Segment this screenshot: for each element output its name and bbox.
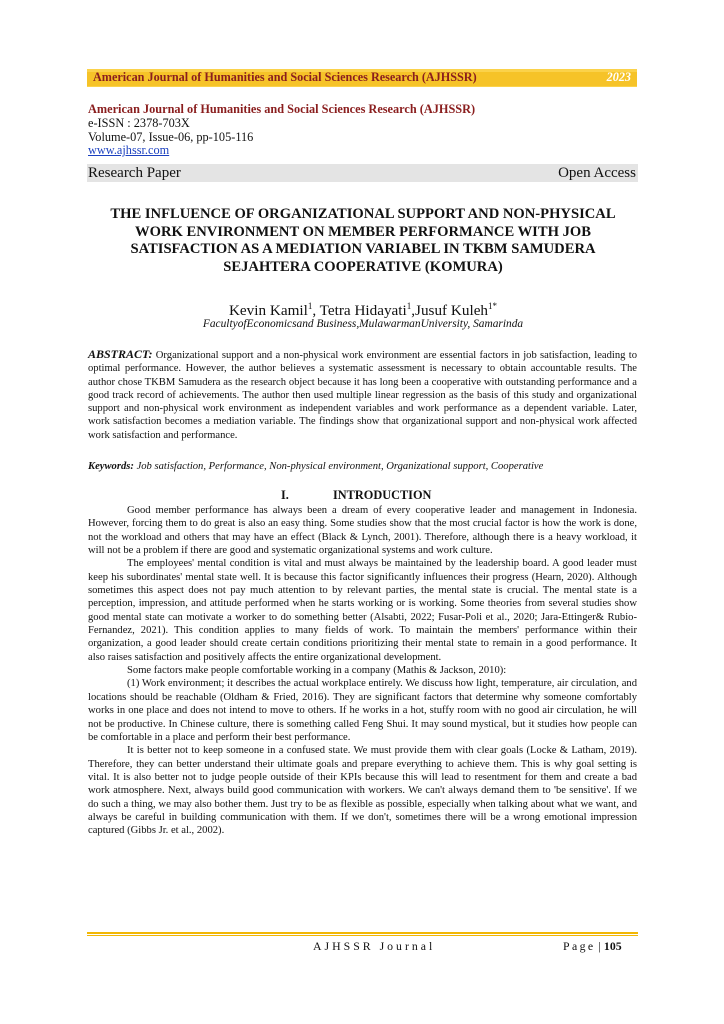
page-label: Page xyxy=(563,939,596,953)
page-separator: | xyxy=(598,939,601,953)
issn: e-ISSN : 2378-703X xyxy=(88,116,190,130)
paragraph: It is better not to keep someone in a confused state. We must provide them with clear goals (Locke & Latham, 2019). Therefore, they can better understand their ultimate goals and prepare everything to achieve them. This is why goal setting is vital. It is also better not to judge people outside of their KPIs because this will lead to resentment for them and create a bad work atmosphere. Next, always build good communication with workers. We can't always demand them to 'be sensitive'. If we do such a thing, we may also bother them. Just try to be as flexible as possible, especially when talking about what we want, and always be careful in building communication with them. If we don't, sometimes there will be a wrong emotional impression captured (Gibbs Jr. et al., 2002). xyxy=(88,745,637,837)
section-heading xyxy=(88,488,637,504)
abstract-label: ABSTRACT: xyxy=(88,347,153,361)
paragraph: (1) Work environment; it describes the actual workplace entirely. We discuss how light, temperature, air circulation, and locations should be reachable (Oldham & Fried, 2016). They are significant factors that determine why someone comfortably works in one place and does not intend to move to others. If he works in a hot, stuffy room with no good air circulation, he will not be productive. In Chinese culture, there is something called Feng Shui. It may sound mystical, but it studies how people can be comfortable in a place and perform their best performance. xyxy=(88,678,637,743)
footer-rule-thick xyxy=(87,932,638,934)
section-title: INTRODUCTION xyxy=(333,488,432,502)
body-text xyxy=(88,504,637,838)
affiliation: FacultyofEconomicsand Business,MulawarmanUniversity, Samarinda xyxy=(202,318,524,330)
running-header xyxy=(87,69,637,87)
footer-page xyxy=(563,939,622,954)
paragraph: Good member performance has always been a dream of every cooperative leader and management in Indonesia. However, forcing them to do great is also an easy thing. Some studies show that the most crucial factor is how the work is done, not the workload and others that may have an effect (Black & Lynch, 2001). Therefore, although there is a heavy workload, it will not be a problem if there are good and systematic organizational systems and work culture. xyxy=(88,505,637,557)
affiliation-marker: 1 xyxy=(406,301,412,311)
volume-issue: Volume-07, Issue-06, pp-105-116 xyxy=(88,130,254,144)
abstract xyxy=(88,348,637,442)
paper-type: Research Paper xyxy=(88,165,181,181)
paragraph: The employees' mental condition is vital and must always be maintained by the leadership board. A good leader must keep his subordinates' mental state well. It is because this factor significantly influences their progress (Hearn, 2020). Although sometimes this aspect does not pay much attention to by relevant parties, the mental state is crucial. The mental state is a perception, impression, and attitude performed when he starts working or is working. Some theories from several studies show good mental state can motivate a worker to do something better (Alsabti, 2022; Fusar-Poli et al., 2020; Jara-Ettinger& Rubio-Fernandez, 2021). This condition applies to many fields of work. To maintain the members' performance within their organization, a good leader should create certain conditions prioritizing their mental state to remain in a good performance. It also raises satisfaction and positively affects the entire organizational development. xyxy=(88,558,637,663)
journal-name: American Journal of Humanities and Social Sciences Research (AJHSSR) xyxy=(88,102,476,116)
abstract-text: Organizational support and a non-physical work environment are essential factors in job satisfaction, leading to optimal performance. However, the author believes a systematic assessment is necessary to obtain accountable results. The author chose TKBM Samudera as the research object because it has long been a cooperative with outstanding performance and a good track record of achievements. The author then used multiple linear regression as the basis of this study and organizational support and non-physical work environment as independent variables and work performance as a dependent variable. Later, work satisfaction becomes a mediation variable. The findings show that organizational support and non-physical work affected work satisfaction and performance. xyxy=(88,350,637,441)
running-header-year: 2023 xyxy=(606,70,631,84)
paragraph: Some factors make people comfortable working in a company (Mathis & Jackson, 2010): xyxy=(127,665,507,677)
page-number: 105 xyxy=(603,939,622,953)
paper-type-bar xyxy=(87,164,638,182)
author-name: Kevin Kamil xyxy=(228,302,308,320)
journal-url-link[interactable]: www.ajhssr.com xyxy=(88,143,170,157)
author-name: Tetra Hidayati xyxy=(319,302,407,320)
author-separator: , xyxy=(411,302,416,320)
author-separator: , xyxy=(312,302,320,320)
footer-journal: AJHSSR Journal xyxy=(313,939,436,953)
author-list xyxy=(87,297,639,320)
affiliation-marker: 1* xyxy=(488,301,498,311)
section-number: I. xyxy=(281,488,289,502)
affiliation-marker: 1 xyxy=(307,301,313,311)
running-header-journal: American Journal of Humanities and Social Sciences Research (AJHSSR) xyxy=(93,70,477,84)
access-type: Open Access xyxy=(558,165,636,181)
journal-info xyxy=(88,102,640,157)
paper-title: THE INFLUENCE OF ORGANIZATIONAL SUPPORT AND NON-PHYSICAL WORK ENVIRONMENT ON MEMBER PERFORMANCE WITH JOB SATISFACTION AS A MEDIATION VARIABEL IN TKBM SAMUDERA SEJAHTERA COOPERATIVE (KOMURA) xyxy=(110,206,616,275)
keywords-label: Keywords: xyxy=(88,461,134,472)
keywords-text: Job satisfaction, Performance, Non-physical environment, Organizational support, Cooperative xyxy=(136,461,544,472)
author-name: Jusuf Kuleh xyxy=(415,302,489,320)
keywords xyxy=(88,460,637,473)
footer-rule-thin xyxy=(87,935,638,936)
